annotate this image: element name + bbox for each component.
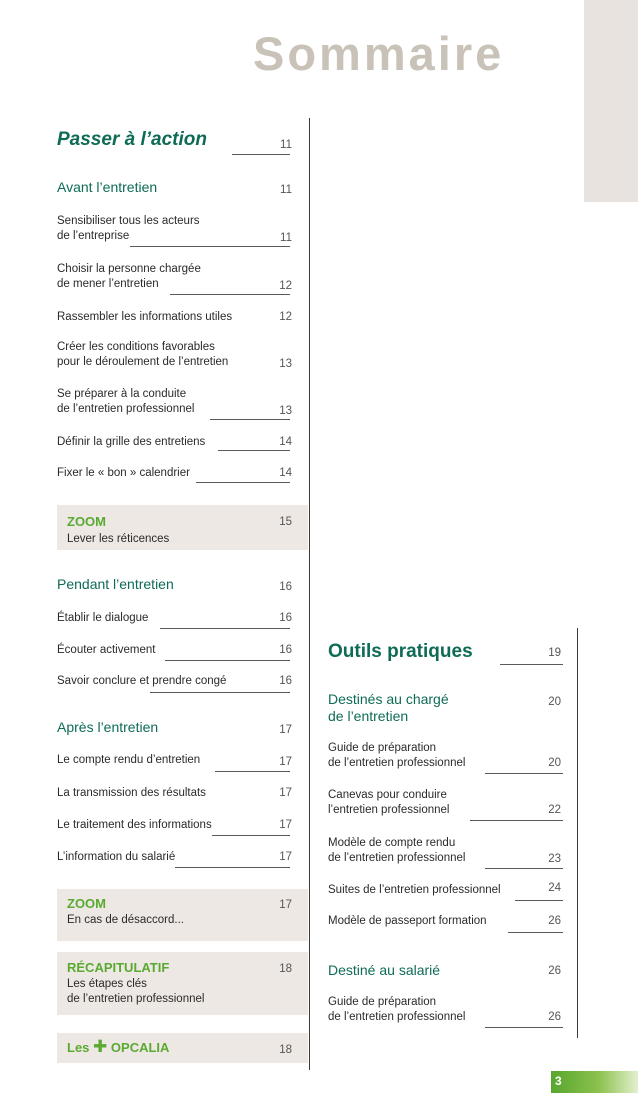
divider <box>218 450 290 451</box>
divider <box>470 820 563 821</box>
heading-avant: Avant l’entretien <box>57 179 158 195</box>
page-ref: 22 <box>548 804 561 816</box>
opcalia-label[interactable] <box>67 1039 169 1056</box>
toc-item[interactable]: Savoir conclure et prendre congé <box>57 675 227 687</box>
page-ref: 13 <box>279 405 292 417</box>
toc-item[interactable]: Modèle de passeport formation <box>328 915 487 927</box>
divider <box>130 246 290 247</box>
page-ref: 14 <box>279 436 292 448</box>
plus-icon: ✚ <box>93 1037 108 1056</box>
toc-item[interactable]: Suites de l’entretien professionnel <box>328 884 501 896</box>
page-ref: 12 <box>279 311 292 323</box>
toc-item[interactable]: Le compte rendu d’entretien <box>57 754 201 766</box>
opcalia-prefix: Les <box>67 1040 90 1055</box>
page-ref: 12 <box>279 280 292 292</box>
zoom-text[interactable]: En cas de désaccord... <box>67 914 184 926</box>
divider <box>175 867 290 868</box>
page-ref: 17 <box>279 851 292 863</box>
divider <box>212 835 290 836</box>
page-ref: 23 <box>548 853 561 865</box>
toc-item[interactable]: Écouter activement <box>57 644 156 656</box>
section-title-passer: Passer à l’action <box>57 129 207 150</box>
toc-item[interactable]: Modèle de compte rendu de l’entretien professionnel <box>328 837 466 864</box>
toc-item[interactable]: Définir la grille des entretiens <box>57 436 206 448</box>
divider <box>508 932 563 933</box>
page-ref: 11 <box>280 139 292 151</box>
page-ref: 26 <box>548 915 561 927</box>
right-column-rule <box>577 628 578 1038</box>
page-ref: 20 <box>548 696 561 708</box>
toc-item[interactable]: Établir le dialogue <box>57 612 149 624</box>
section-title-outils: Outils pratiques <box>328 641 473 662</box>
page-ref: 18 <box>279 963 292 975</box>
page-ref: 17 <box>279 787 292 799</box>
divider <box>150 692 290 693</box>
page-ref: 18 <box>279 1044 292 1056</box>
page-ref: 14 <box>279 467 292 479</box>
page-ref: 17 <box>279 724 292 736</box>
zoom-label: ZOOM <box>67 896 106 911</box>
heading-charge: Destinés au chargé de l’entretien <box>328 691 449 724</box>
page-ref: 20 <box>548 757 561 769</box>
toc-item[interactable]: Se préparer à la conduite de l’entretien professionnel <box>57 388 195 415</box>
page-ref: 24 <box>548 882 561 894</box>
toc-item[interactable]: Canevas pour conduire l’entretien professionnel <box>328 789 450 816</box>
divider <box>196 482 290 483</box>
divider <box>515 900 563 901</box>
divider <box>232 154 290 155</box>
page-ref: 16 <box>279 675 292 687</box>
page-ref: 11 <box>280 184 292 196</box>
toc-item[interactable]: Le traitement des informations <box>57 819 212 831</box>
page-ref: 26 <box>548 965 561 977</box>
toc-item[interactable]: La transmission des résultats <box>57 787 206 799</box>
toc-item[interactable]: Rassembler les informations utiles <box>57 311 233 323</box>
toc-item[interactable]: Guide de préparation de l’entretien professionnel <box>328 996 466 1023</box>
page-ref: 17 <box>279 899 292 911</box>
divider <box>485 773 563 774</box>
toc-item[interactable]: Guide de préparation de l’entretien professionnel <box>328 742 466 769</box>
page-title: Sommaire <box>253 27 505 80</box>
heading-salarie: Destiné au salarié <box>328 962 441 978</box>
toc-item[interactable]: Sensibiliser tous les acteurs de l’entreprise <box>57 215 200 242</box>
page-ref: 16 <box>279 644 292 656</box>
corner-tab <box>584 0 638 202</box>
page-ref: 17 <box>279 819 292 831</box>
left-column-rule <box>309 118 310 1070</box>
page-ref: 13 <box>279 358 292 370</box>
divider <box>210 419 290 420</box>
divider <box>170 294 290 295</box>
toc-item[interactable]: Créer les conditions favorables pour le déroulement de l’entretien <box>57 341 229 368</box>
toc-item[interactable]: Fixer le « bon » calendrier <box>57 467 190 479</box>
page-ref: 15 <box>279 516 292 528</box>
page-ref: 26 <box>548 1011 561 1023</box>
toc-item[interactable]: L’information du salarié <box>57 851 176 863</box>
heading-pendant: Pendant l’entretien <box>57 576 174 592</box>
toc-item[interactable]: Choisir la personne chargée de mener l’entretien <box>57 263 201 290</box>
page-ref: 16 <box>279 612 292 624</box>
heading-apres: Après l’entretien <box>57 719 159 735</box>
divider <box>165 660 290 661</box>
page-number: 3 <box>555 1074 562 1088</box>
divider <box>485 868 563 869</box>
divider <box>500 664 563 665</box>
divider <box>215 771 290 772</box>
divider <box>160 628 290 629</box>
recap-label: RÉCAPITULATIF <box>67 960 170 975</box>
zoom-text[interactable]: Lever les réticences <box>67 533 170 545</box>
page-ref: 17 <box>279 756 292 768</box>
page-ref: 11 <box>280 232 292 244</box>
page-number-band <box>551 1071 638 1093</box>
opcalia-name: OPCALIA <box>110 1040 170 1055</box>
zoom-label: ZOOM <box>67 514 106 529</box>
divider <box>485 1027 563 1028</box>
page-ref: 16 <box>279 581 292 593</box>
page-ref: 19 <box>548 647 561 659</box>
recap-text[interactable]: Les étapes clés de l’entretien professionnel <box>67 978 205 1005</box>
